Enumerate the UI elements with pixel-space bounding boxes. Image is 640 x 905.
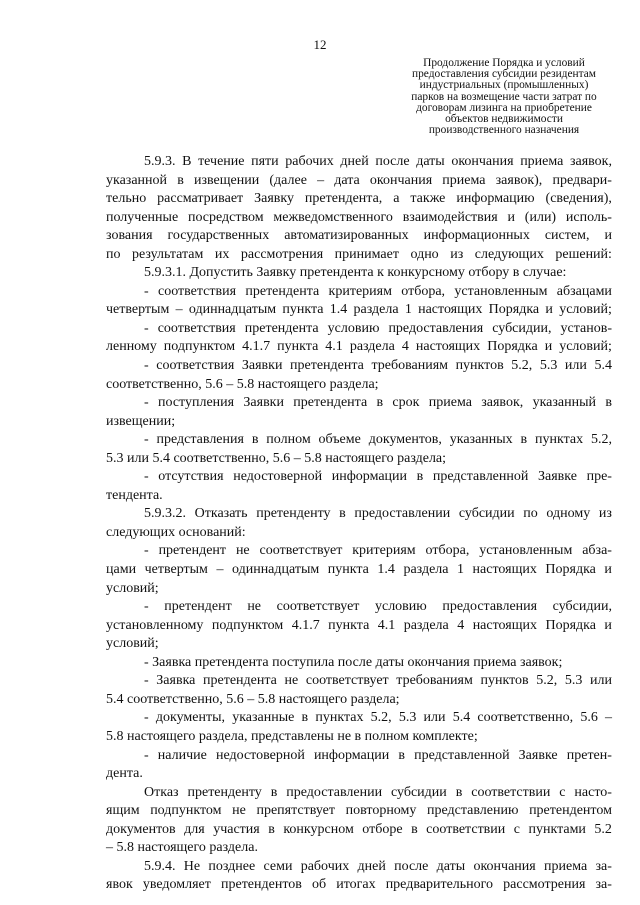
header-line: индустриальных (промышленных) xyxy=(419,79,589,92)
text-line: явок уведомляет претендентов об итогах предварительного рассмотрения за- xyxy=(106,877,612,893)
text-line: 5.3 или 5.4 соответственно, 5.6 – 5.8 настоящего раздела; xyxy=(106,450,447,466)
text-line: ящим подпунктом не препятствует повторному представлению претендентом xyxy=(106,803,612,819)
header-line: Продолжение Порядка и условий xyxy=(423,57,585,69)
text-line: 5.8 настоящего раздела, представлены не в полном комплекте; xyxy=(106,728,478,744)
text-line: Отказ претенденту в предоставлении субсидии в соответствии с насто- xyxy=(144,784,612,800)
page-number: 12 xyxy=(313,37,327,52)
header-line: предоставления субсидии резидентам xyxy=(412,68,596,81)
text-line: извещении; xyxy=(106,413,176,429)
text-line: 5.4 соответственно, 5.6 – 5.8 настоящего раздела; xyxy=(106,691,400,707)
text-line: условий; xyxy=(106,636,159,652)
text-line: тельно рассматривает Заявку претендента, а также информацию (сведения), xyxy=(106,191,612,207)
text-line: - Заявка претендента поступила после даты окончания приема заявок; xyxy=(144,654,563,670)
text-line: - соответствия претендента условию предоставления субсидии, установ- xyxy=(144,320,612,336)
text-line: полученные посредством межведомственного взаимодействия и (или) исполь- xyxy=(106,209,612,225)
header-line: парков на возмещение части затрат по xyxy=(411,90,597,103)
text-line: четвертым – одиннадцатым пункта 1.4 раздела 1 настоящих Порядка и условий; xyxy=(106,302,612,318)
text-line: - наличие недостоверной информации в представленной Заявке претен- xyxy=(144,747,612,763)
document-header xyxy=(388,58,620,136)
text-line: - соответствия претендента критериям отбора, установленным абзацами xyxy=(144,283,612,299)
body-text xyxy=(106,153,612,895)
text-line: 5.9.3.1. Допустить Заявку претендента к конкурсному отбору в случае: xyxy=(144,265,567,281)
text-line: 5.9.3.2. Отказать претенденту в предоставлении субсидии по одному из xyxy=(144,506,612,522)
text-line: тендента. xyxy=(106,487,163,503)
text-line: установленному подпунктом 4.1.7 пункта 4.1 раздела 4 настоящих Порядка и xyxy=(106,617,612,633)
text-line: документов для участия в конкурсном отборе в соответствии с пунктами 5.2 xyxy=(106,821,612,837)
text-line: зования государственных автоматизированных информационных систем, и xyxy=(106,228,612,244)
text-line: следующих оснований: xyxy=(106,524,246,540)
text-line: ленному подпунктом 4.1.7 пункта 4.1 раздела 4 настоящих Порядка и условий; xyxy=(106,339,612,355)
text-line: - отсутствия недостоверной информации в представленной Заявке пре- xyxy=(144,469,612,485)
text-line: - претендент не соответствует условию предоставления субсидии, xyxy=(144,599,612,615)
text-line: условий; xyxy=(106,580,159,596)
text-line: по результатам их рассмотрения принимает одно из следующих решений: xyxy=(106,246,612,262)
text-line: цами четвертым – одиннадцатым пункта 1.4 раздела 1 настоящих Порядка и xyxy=(106,562,612,578)
text-line: - документы, указанные в пунктах 5.2, 5.3 или 5.4 соответственно, 5.6 – xyxy=(144,710,612,726)
text-line: 5.9.3. В течение пяти рабочих дней после даты окончания приема заявок, xyxy=(144,154,612,169)
text-line: - Заявка претендента не соответствует требованиям пунктов 5.2, 5.3 или xyxy=(144,673,612,689)
text-line: дента. xyxy=(106,766,143,782)
text-line: - претендент не соответствует критериям отбора, установленным абза- xyxy=(144,543,612,559)
text-line: соответственно, 5.6 – 5.8 настоящего раздела; xyxy=(106,376,379,392)
header-line: объектов недвижимости xyxy=(445,113,563,126)
text-line: - соответствия Заявки претендента требованиям пунктов 5.2, 5.3 или 5.4 xyxy=(144,358,612,374)
header-line: производственного назначения xyxy=(428,124,580,137)
text-line: – 5.8 настоящего раздела. xyxy=(106,840,258,856)
text-line: - поступления Заявки претендента в срок приема заявок, указанный в xyxy=(144,395,612,411)
text-line: 5.9.4. Не позднее семи рабочих дней после даты окончания приема за- xyxy=(144,858,612,874)
text-line: - представления в полном объеме документов, указанных в пунктах 5.2, xyxy=(144,432,612,448)
header-line: договорам лизинга на приобретение xyxy=(416,101,592,114)
text-line: указанной в извещении (далее – дата окончания приема заявок), предвари- xyxy=(106,172,612,188)
